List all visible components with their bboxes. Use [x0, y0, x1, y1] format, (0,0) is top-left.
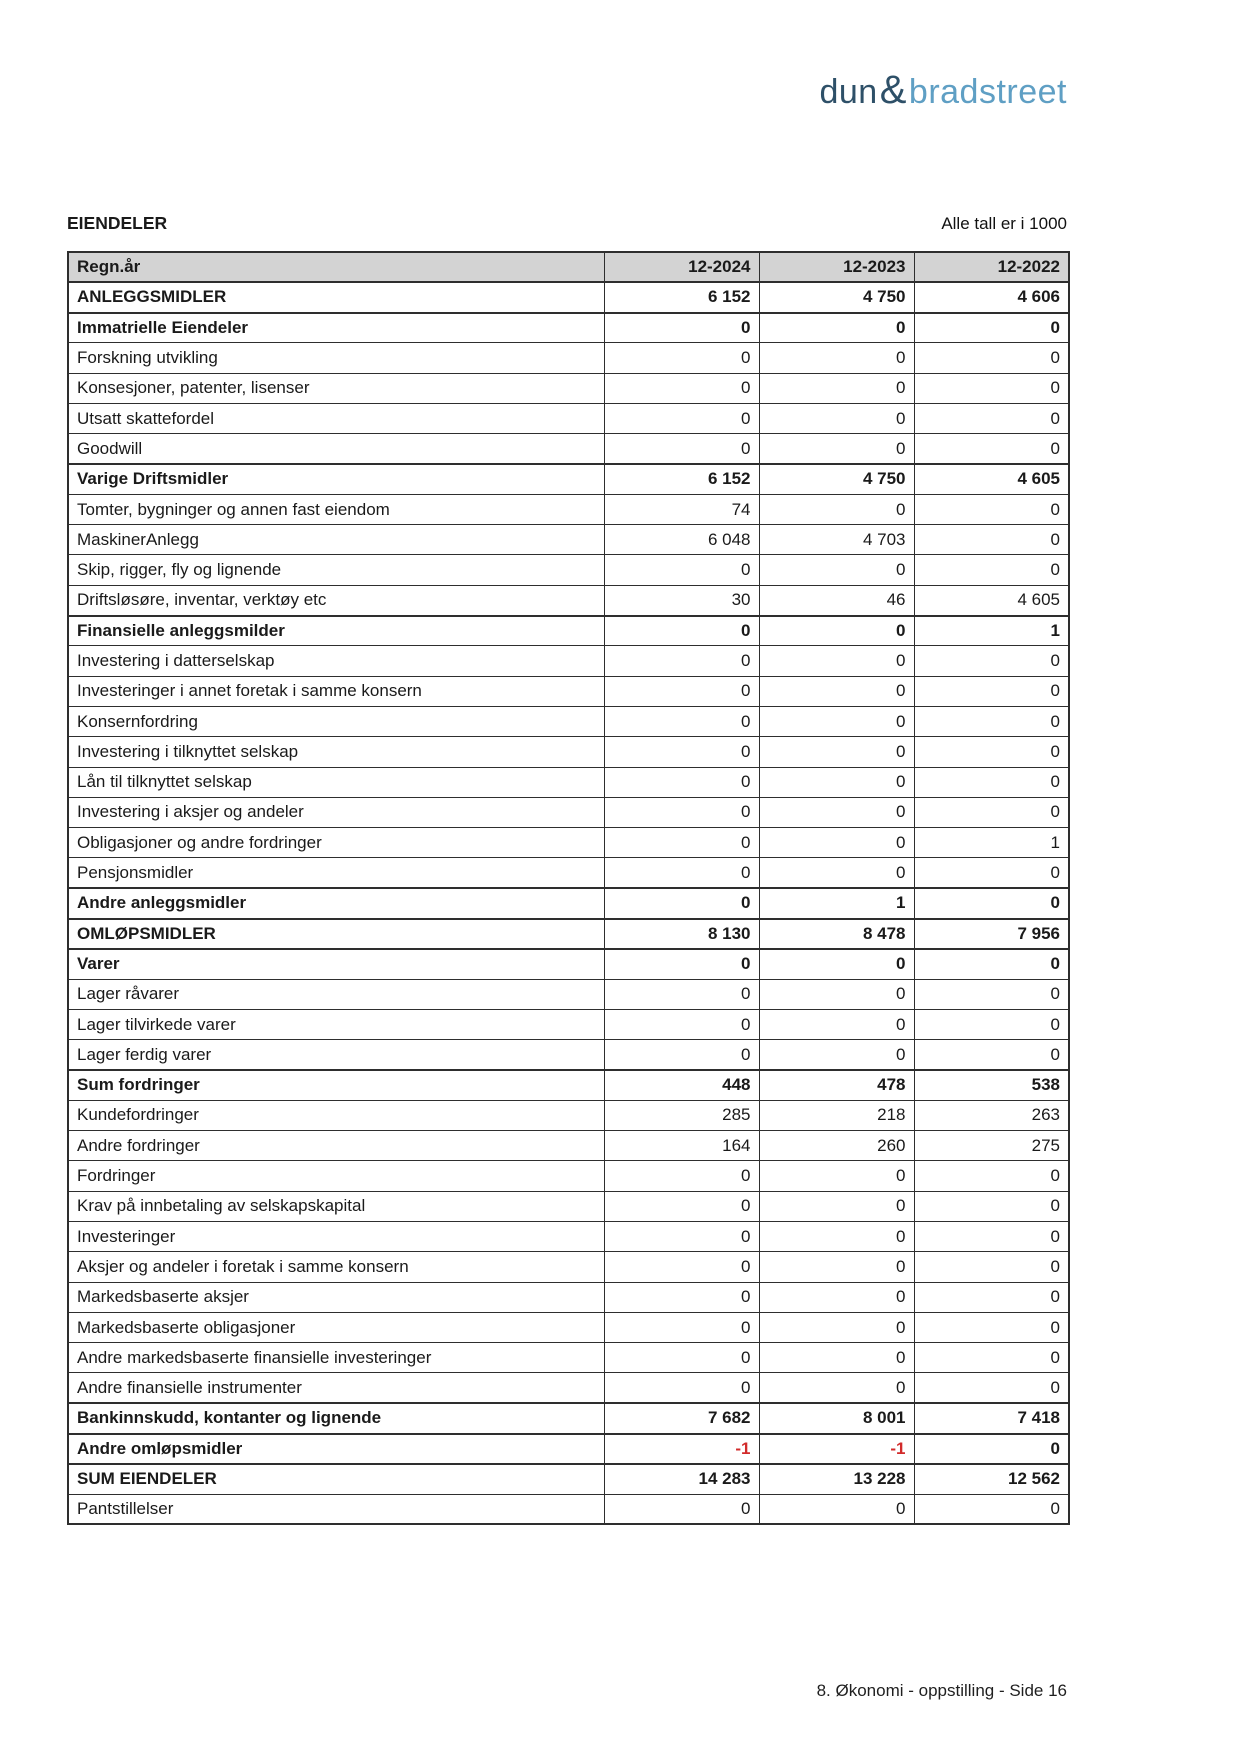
row-value: 0: [604, 1373, 759, 1403]
row-value: 4 750: [759, 464, 914, 494]
table-row: [68, 706, 1069, 736]
row-label: Investeringer: [68, 1222, 604, 1252]
row-value: 0: [914, 434, 1069, 464]
row-value: 0: [604, 1161, 759, 1191]
table-row: [68, 919, 1069, 949]
row-value: 0: [914, 949, 1069, 979]
row-value: 0: [914, 555, 1069, 585]
row-value: 0: [759, 646, 914, 676]
table-row: [68, 797, 1069, 827]
table-row: [68, 737, 1069, 767]
row-value: 0: [604, 767, 759, 797]
row-value: 0: [759, 1191, 914, 1221]
row-value: 0: [604, 403, 759, 433]
table-row: [68, 1191, 1069, 1221]
row-value: 0: [604, 858, 759, 888]
row-value: -1: [604, 1434, 759, 1464]
table-row: [68, 373, 1069, 403]
table-row: [68, 949, 1069, 979]
row-label: Konsesjoner, patenter, lisenser: [68, 373, 604, 403]
dun-bradstreet-logo: [67, 68, 1067, 113]
table-row: [68, 1343, 1069, 1373]
row-label: Andre omløpsmidler: [68, 1434, 604, 1464]
row-value: 285: [604, 1100, 759, 1130]
row-value: 0: [914, 1009, 1069, 1039]
row-value: 7 682: [604, 1403, 759, 1433]
row-value: 0: [914, 1373, 1069, 1403]
row-value: 1: [914, 828, 1069, 858]
row-value: 0: [914, 1040, 1069, 1070]
row-value: 0: [914, 313, 1069, 343]
table-row: [68, 858, 1069, 888]
row-value: 4 605: [914, 585, 1069, 615]
row-value: 0: [914, 797, 1069, 827]
row-value: 0: [759, 1252, 914, 1282]
row-label: Investering i datterselskap: [68, 646, 604, 676]
row-value: 4 703: [759, 525, 914, 555]
row-value: 0: [759, 676, 914, 706]
row-value: 478: [759, 1070, 914, 1100]
row-value: 0: [604, 1343, 759, 1373]
row-value: 0: [759, 1494, 914, 1524]
table-row: [68, 494, 1069, 524]
row-label: Lager tilvirkede varer: [68, 1009, 604, 1039]
table-row: [68, 1464, 1069, 1494]
row-value: 4 750: [759, 282, 914, 312]
table-row: [68, 1282, 1069, 1312]
row-value: 218: [759, 1100, 914, 1130]
row-value: 0: [759, 403, 914, 433]
row-value: 0: [914, 1434, 1069, 1464]
row-value: 1: [759, 888, 914, 918]
row-value: 0: [759, 1161, 914, 1191]
table-row: [68, 1403, 1069, 1433]
row-value: 7 418: [914, 1403, 1069, 1433]
row-value: 0: [914, 706, 1069, 736]
row-value: 0: [759, 555, 914, 585]
row-value: 0: [604, 646, 759, 676]
table-row: [68, 828, 1069, 858]
row-value: 12 562: [914, 1464, 1069, 1494]
row-label: Krav på innbetaling av selskapskapital: [68, 1191, 604, 1221]
table-row: [68, 282, 1069, 312]
row-value: 0: [914, 1494, 1069, 1524]
row-value: 0: [604, 555, 759, 585]
row-value: 0: [604, 1222, 759, 1252]
table-row: [68, 1252, 1069, 1282]
row-value: 0: [914, 676, 1069, 706]
row-value: 0: [914, 888, 1069, 918]
row-value: 0: [914, 1191, 1069, 1221]
table-row: [68, 464, 1069, 494]
row-label: Investeringer i annet foretak i samme konsern: [68, 676, 604, 706]
row-label: Lager ferdig varer: [68, 1040, 604, 1070]
row-value: 1: [914, 616, 1069, 646]
row-value: 0: [914, 494, 1069, 524]
row-value: 0: [759, 1312, 914, 1342]
row-value: 0: [914, 646, 1069, 676]
table-row: [68, 585, 1069, 615]
table-row: [68, 1434, 1069, 1464]
row-label: Forskning utvikling: [68, 343, 604, 373]
row-label: Investering i tilknyttet selskap: [68, 737, 604, 767]
column-header-regnaar: Regn.år: [68, 252, 604, 282]
table-row: [68, 646, 1069, 676]
row-value: 0: [759, 858, 914, 888]
row-value: 14 283: [604, 1464, 759, 1494]
row-label: Goodwill: [68, 434, 604, 464]
table-title-row: [67, 213, 1067, 234]
row-value: 0: [914, 343, 1069, 373]
row-label: Tomter, bygninger og annen fast eiendom: [68, 494, 604, 524]
row-value: 0: [604, 1191, 759, 1221]
row-value: 0: [759, 1282, 914, 1312]
row-value: 0: [604, 737, 759, 767]
table-row: [68, 676, 1069, 706]
row-label: Lager råvarer: [68, 979, 604, 1009]
row-value: 4 606: [914, 282, 1069, 312]
row-value: 0: [604, 797, 759, 827]
row-value: 0: [604, 616, 759, 646]
row-value: 6 152: [604, 464, 759, 494]
row-value: 0: [604, 1040, 759, 1070]
row-value: 0: [604, 1494, 759, 1524]
row-value: 0: [914, 1161, 1069, 1191]
row-value: 0: [759, 434, 914, 464]
row-value: 0: [759, 828, 914, 858]
row-label: Investering i aksjer og andeler: [68, 797, 604, 827]
table-row: [68, 1131, 1069, 1161]
column-header-2024: 12-2024: [604, 252, 759, 282]
row-value: 0: [914, 858, 1069, 888]
table-row: [68, 1494, 1069, 1524]
table-row: [68, 616, 1069, 646]
table-row: [68, 434, 1069, 464]
row-label: Driftsløsøre, inventar, verktøy etc: [68, 585, 604, 615]
row-label: Finansielle anleggsmilder: [68, 616, 604, 646]
row-value: 260: [759, 1131, 914, 1161]
row-value: 74: [604, 494, 759, 524]
table-row: [68, 979, 1069, 1009]
row-value: 0: [759, 1040, 914, 1070]
balance-sheet-table: [67, 251, 1070, 1525]
row-value: 164: [604, 1131, 759, 1161]
row-value: 0: [759, 1343, 914, 1373]
column-header-2023: 12-2023: [759, 252, 914, 282]
row-value: 0: [604, 1252, 759, 1282]
row-value: 0: [604, 373, 759, 403]
table-row: [68, 1100, 1069, 1130]
row-label: Obligasjoner og andre fordringer: [68, 828, 604, 858]
row-value: 0: [914, 525, 1069, 555]
section-title: EIENDELER: [67, 213, 168, 233]
row-label: Varer: [68, 949, 604, 979]
row-value: 8 001: [759, 1403, 914, 1433]
row-label: Andre fordringer: [68, 1131, 604, 1161]
row-value: 0: [914, 1282, 1069, 1312]
row-value: 8 130: [604, 919, 759, 949]
row-value: 0: [759, 494, 914, 524]
row-label: Pensjonsmidler: [68, 858, 604, 888]
row-value: 0: [914, 1222, 1069, 1252]
row-value: 0: [604, 1009, 759, 1039]
row-label: Andre anleggsmidler: [68, 888, 604, 918]
row-value: 0: [604, 343, 759, 373]
row-value: 275: [914, 1131, 1069, 1161]
row-value: 0: [914, 403, 1069, 433]
row-value: 0: [604, 979, 759, 1009]
table-row: [68, 1222, 1069, 1252]
row-value: 46: [759, 585, 914, 615]
row-value: 0: [604, 706, 759, 736]
row-label: Kundefordringer: [68, 1100, 604, 1130]
row-label: Fordringer: [68, 1161, 604, 1191]
table-row: [68, 313, 1069, 343]
row-label: Varige Driftsmidler: [68, 464, 604, 494]
table-row: [68, 1373, 1069, 1403]
row-value: 0: [604, 1312, 759, 1342]
row-value: 263: [914, 1100, 1069, 1130]
row-value: 4 605: [914, 464, 1069, 494]
page-footer: 8. Økonomi - oppstilling - Side 16: [816, 1681, 1067, 1700]
row-value: 0: [604, 949, 759, 979]
row-value: 0: [604, 676, 759, 706]
column-header-2022: 12-2022: [914, 252, 1069, 282]
row-value: 0: [759, 979, 914, 1009]
table-row: [68, 343, 1069, 373]
row-value: 0: [914, 1252, 1069, 1282]
row-value: 0: [914, 767, 1069, 797]
row-value: 0: [759, 737, 914, 767]
row-label: Andre markedsbaserte finansielle investeringer: [68, 1343, 604, 1373]
table-header-row: [68, 252, 1069, 282]
row-value: 0: [759, 1009, 914, 1039]
row-label: Lån til tilknyttet selskap: [68, 767, 604, 797]
row-value: 7 956: [914, 919, 1069, 949]
row-label: OMLØPSMIDLER: [68, 919, 604, 949]
table-row: [68, 555, 1069, 585]
row-value: 0: [604, 434, 759, 464]
row-value: 0: [759, 313, 914, 343]
row-value: 0: [914, 1312, 1069, 1342]
row-label: Konsernfordring: [68, 706, 604, 736]
logo-text-dun: dun: [819, 73, 878, 111]
row-label: Pantstillelser: [68, 1494, 604, 1524]
table-row: [68, 1161, 1069, 1191]
logo-ampersand-icon: &: [879, 68, 907, 112]
table-row: [68, 1070, 1069, 1100]
row-value: 0: [914, 373, 1069, 403]
row-value: 0: [759, 767, 914, 797]
row-value: 0: [604, 1282, 759, 1312]
row-label: Andre finansielle instrumenter: [68, 1373, 604, 1403]
row-label: Immatrielle Eiendeler: [68, 313, 604, 343]
row-label: SUM EIENDELER: [68, 1464, 604, 1494]
balance-table-body: [68, 282, 1069, 1524]
row-value: 6 048: [604, 525, 759, 555]
row-value: 0: [759, 343, 914, 373]
table-row: [68, 525, 1069, 555]
row-value: 6 152: [604, 282, 759, 312]
row-value: 0: [914, 737, 1069, 767]
row-label: MaskinerAnlegg: [68, 525, 604, 555]
table-row: [68, 1009, 1069, 1039]
row-value: 0: [759, 616, 914, 646]
row-value: 448: [604, 1070, 759, 1100]
row-value: -1: [759, 1434, 914, 1464]
row-value: 0: [914, 1343, 1069, 1373]
row-value: 0: [759, 706, 914, 736]
row-label: Aksjer og andeler i foretak i samme konsern: [68, 1252, 604, 1282]
row-label: Markedsbaserte aksjer: [68, 1282, 604, 1312]
row-label: Bankinnskudd, kontanter og lignende: [68, 1403, 604, 1433]
row-value: 0: [604, 313, 759, 343]
row-label: Skip, rigger, fly og lignende: [68, 555, 604, 585]
row-value: 0: [759, 373, 914, 403]
row-label: Markedsbaserte obligasjoner: [68, 1312, 604, 1342]
row-value: 0: [759, 797, 914, 827]
row-value: 0: [759, 949, 914, 979]
row-value: 13 228: [759, 1464, 914, 1494]
logo-text-bradstreet: bradstreet: [908, 73, 1067, 111]
row-label: ANLEGGSMIDLER: [68, 282, 604, 312]
row-value: 8 478: [759, 919, 914, 949]
row-value: 30: [604, 585, 759, 615]
row-label: Utsatt skattefordel: [68, 403, 604, 433]
row-value: 538: [914, 1070, 1069, 1100]
table-row: [68, 403, 1069, 433]
row-value: 0: [914, 979, 1069, 1009]
row-value: 0: [759, 1222, 914, 1252]
table-row: [68, 767, 1069, 797]
table-row: [68, 1312, 1069, 1342]
row-value: 0: [759, 1373, 914, 1403]
table-row: [68, 888, 1069, 918]
row-label: Sum fordringer: [68, 1070, 604, 1100]
table-row: [68, 1040, 1069, 1070]
row-value: 0: [604, 888, 759, 918]
unit-note: Alle tall er i 1000: [941, 214, 1067, 233]
row-value: 0: [604, 828, 759, 858]
